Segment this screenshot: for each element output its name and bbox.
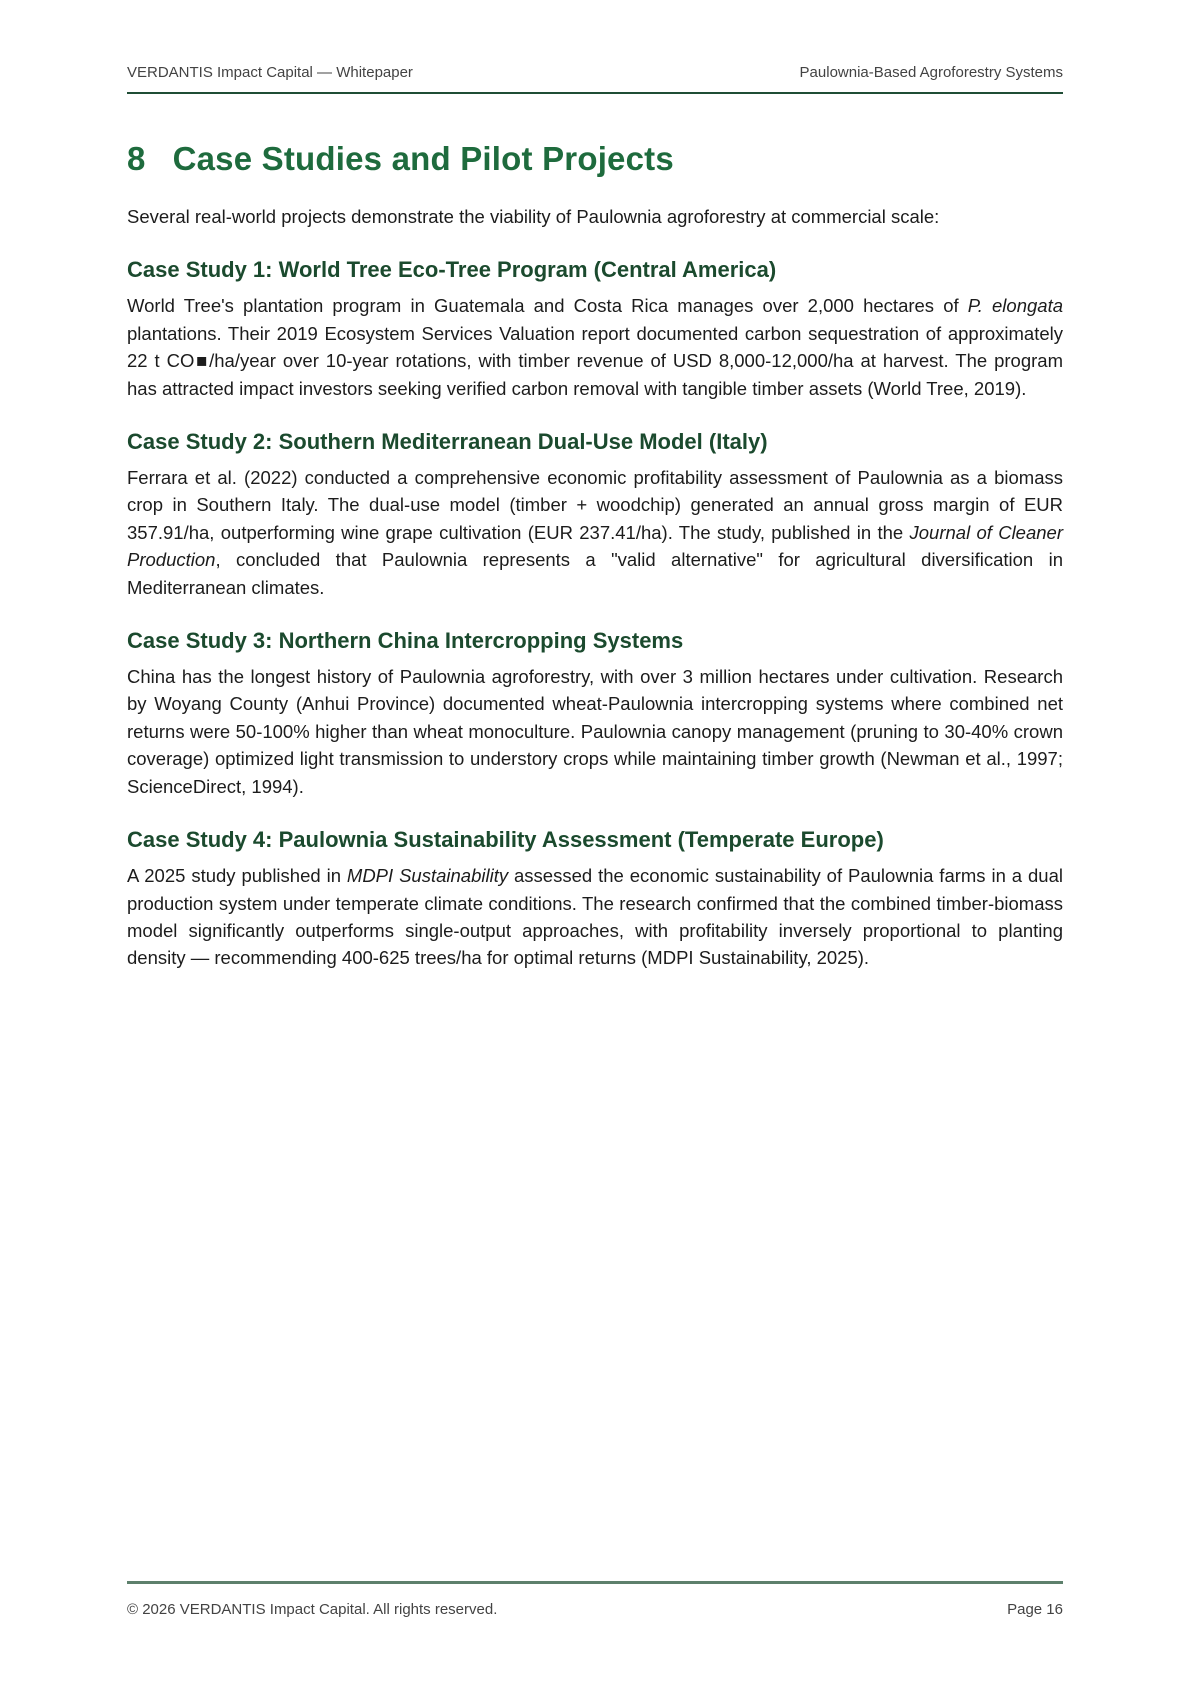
page-title [127, 141, 1063, 177]
case-study-paragraph: Ferrara et al. (2022) conducted a comprehensive economic profitability assessment of Paulownia as a biomass crop in Southern Italy. The dual-use model (timber + woodchip) generated an annual gross margin of EUR 357.91/ha, outperforming wine grape cultivation (EUR 237.41/ha). The study, published in the Journal of Cleaner Production, concluded that Paulownia represents a "valid alternative" for agricultural diversification in Mediterranean climates. [127, 467, 1063, 598]
header-document-label: VERDANTIS Impact Capital — Whitepaper [127, 64, 413, 81]
case-study-heading: Case Study 3: Northern China Intercropping Systems [127, 628, 684, 654]
case-study-section [127, 429, 1063, 601]
intro-paragraph: Several real-world projects demonstrate the viability of Paulownia agroforestry at commercial scale: [127, 206, 940, 227]
header-document-subject: Paulownia-Based Agroforestry Systems [799, 64, 1063, 81]
case-study-section [127, 827, 1063, 972]
footer-copyright: © 2026 VERDANTIS Impact Capital. All rights reserved. [127, 1601, 498, 1618]
case-study-heading: Case Study 2: Southern Mediterranean Dual-Use Model (Italy) [127, 429, 768, 455]
case-study-heading: Case Study 4: Paulownia Sustainability Assessment (Temperate Europe) [127, 827, 884, 853]
case-study-section [127, 257, 1063, 402]
case-study-paragraph: A 2025 study published in MDPI Sustainability assessed the economic sustainability of Paulownia farms in a dual production system under temperate climate conditions. The research confirmed that the combined timber-biomass model significantly outperforms single-output approaches, with profitability inversely proportional to planting density — recommending 400-625 trees/ha for optimal returns (MDPI Sustainability, 2025). [127, 865, 1063, 969]
section-title-text: Case Studies and Pilot Projects [172, 140, 674, 177]
case-study-paragraph: World Tree's plantation program in Guatemala and Costa Rica manages over 2,000 hectares of P. elongata plantations. Their 2019 Ecosystem Services Valuation report documented carbon sequestration of approximately 22 t CO■/ha/year over 10-year rotations, with timber revenue of USD 8,000-12,000/ha at harvest. The program has attracted impact investors seeking verified carbon removal with tangible timber assets (World Tree, 2019). [127, 295, 1064, 399]
case-study-section [127, 628, 1063, 800]
footer-page-number: Page 16 [1007, 1601, 1063, 1618]
page-footer [127, 1581, 1063, 1618]
page-header [127, 0, 1063, 94]
page-content [127, 0, 1063, 972]
case-study-sections [127, 257, 1063, 971]
case-study-paragraph: China has the longest history of Paulownia agroforestry, with over 3 million hectares under cultivation. Research by Woyang County (Anhui Province) documented wheat-Paulownia intercropping systems where combined net returns were 50-100% higher than wheat monoculture. Paulownia canopy management (pruning to 30-40% crown coverage) optimized light transmission to understory crops while maintaining timber growth (Newman et al., 1997; ScienceDirect, 1994). [127, 666, 1063, 797]
section-number: 8 [127, 140, 146, 177]
case-study-heading: Case Study 1: World Tree Eco-Tree Program (Central America) [127, 257, 777, 283]
